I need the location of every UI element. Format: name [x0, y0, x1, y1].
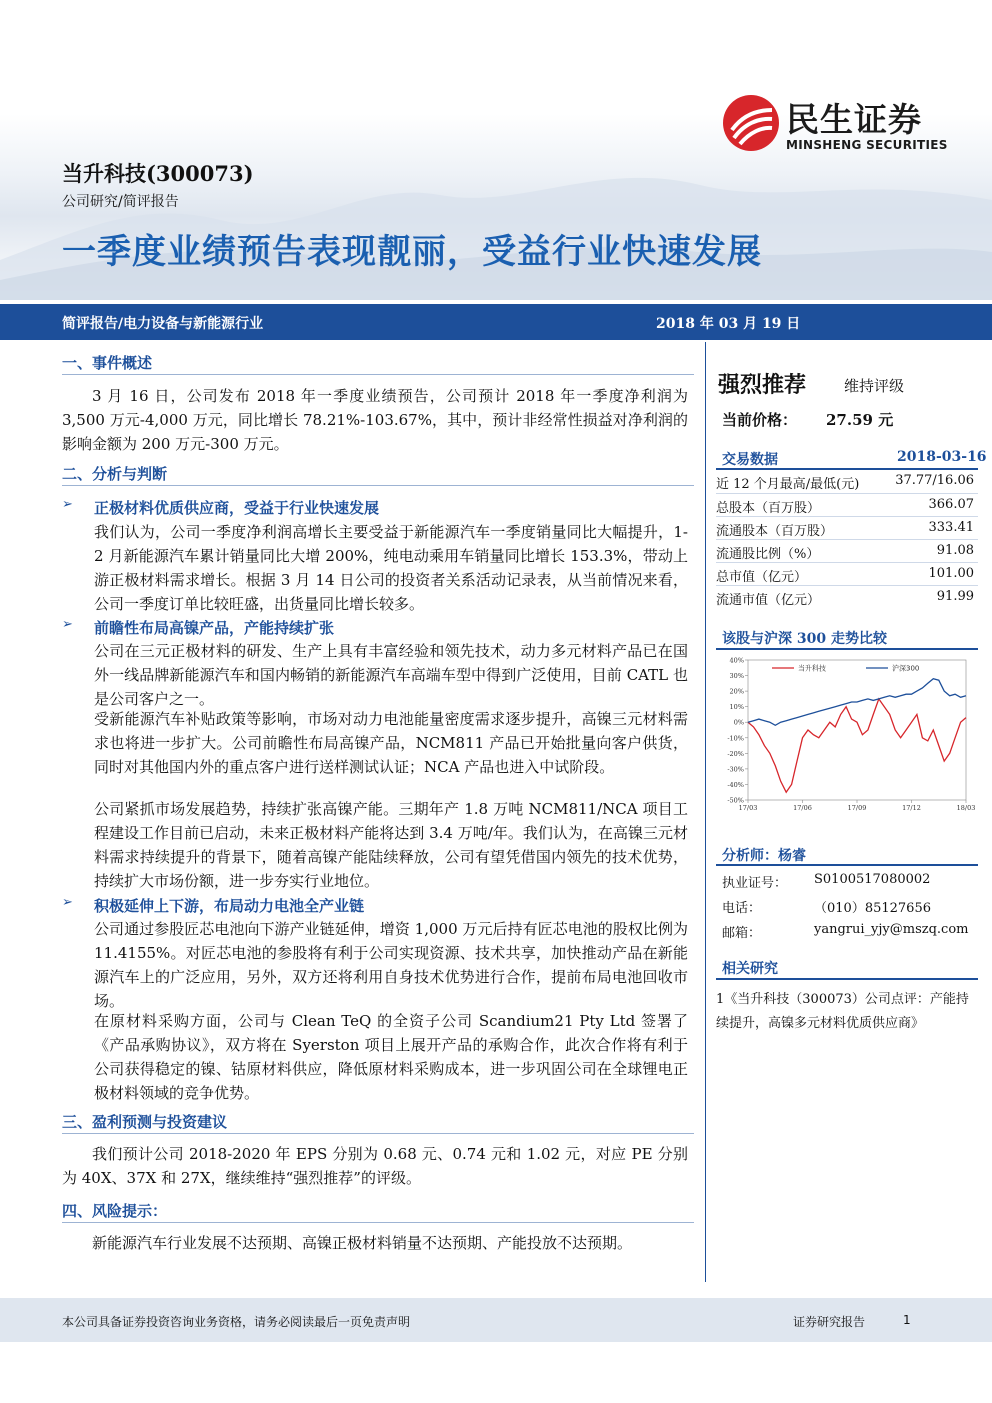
trade-key: 总股本（百万股）	[716, 501, 821, 516]
trade-value: 333.41	[928, 520, 974, 535]
band-category: 简评报告/电力设备与新能源行业	[62, 316, 264, 332]
logo-text-en: MINSHENG SECURITIES	[786, 138, 948, 152]
y-tick-label: 30%	[729, 672, 744, 681]
trade-key: 近 12 个月最高/最低(元)	[716, 477, 860, 492]
bullet-title: 前瞻性布局高镍产品，产能持续扩张	[94, 619, 335, 637]
trade-row	[716, 470, 978, 493]
report-type: 公司研究/简评报告	[62, 194, 179, 210]
report-date: 2018 年 03 月 19 日	[656, 316, 801, 332]
analysis-paragraph: 公司通过参股匠芯电池向下游产业链延伸，增资 1,000 万元后持有匠芯电池的股权比例为 11.4155%。对匠芯电池的参股将有利于公司实现资源、技术共享，加快推动产品在新能源汽车上的广泛应用，另外，双方还将利用自身技术优势进行合作，提前布局电池回收市场。	[94, 920, 688, 1010]
trade-value: 91.08	[936, 543, 974, 558]
arrow-bullet-icon: ➢	[62, 617, 73, 632]
analysis-paragraph: 我们认为，公司一季度净利润高增长主要受益于新能源汽车一季度销量同比大幅提升，1-2 月新能源汽车累计销量同比大增 200%，纯电动乘用车销量同比增长 153.3%，带动上游正极材料需求增长。根据 3 月 14 日公司的投资者关系活动记录表，从当前情况来看，公司一季度订单比较旺盛，出货量同比增长较多。	[94, 523, 688, 613]
section-divider	[716, 648, 978, 650]
column-divider	[705, 342, 706, 1282]
y-tick-label: 0%	[733, 718, 744, 727]
page-number: 1	[903, 1313, 911, 1327]
section-divider	[716, 978, 978, 980]
footer-report-label: 证券研究报告	[793, 1315, 866, 1329]
trade-row	[716, 585, 978, 609]
x-tick-label: 18/03	[956, 804, 976, 812]
trade-value: 366.07	[928, 497, 974, 512]
footer-disclaimer: 本公司具备证券投资咨询业务资格，请务必阅读最后一页免责声明	[62, 1315, 411, 1329]
trade-data-date: 2018-03-16	[897, 449, 987, 465]
bullet-title: 积极延伸上下游，布局动力电池全产业链	[94, 897, 365, 915]
risk-paragraph: 新能源汽车行业发展不达预期、高镍正极材料销量不达预期、产能投放不达预期。	[92, 1234, 633, 1252]
rating-label: 强烈推荐	[718, 373, 807, 398]
trade-row	[716, 539, 978, 563]
section-divider	[716, 864, 978, 866]
analyst-key: 邮箱：	[722, 926, 762, 941]
analysis-paragraph: 受新能源汽车补贴政策等影响，市场对动力电池能量密度需求逐步提升，高镍三元材料需求也将进一步扩大。公司前瞻性布局高镍产品，NCM811 产品已开始批量向客户供货，同时对其他国内外的重点客户进行送样测试认证；NCA 产品也进入中试阶段。	[94, 710, 688, 776]
overview-paragraph: 3 月 16 日，公司发布 2018 年一季度业绩预告，公司预计 2018 年一季度净利润为 3,500 万元-4,000 万元，同比增长 78.21%-103.67%，其中，预计非经常性损益对净利润的影响金额为 200 万元-300 万元。	[62, 387, 688, 453]
analyst-title: 分析师：杨睿	[722, 848, 806, 864]
trade-key: 流通股本（百万股）	[716, 524, 834, 539]
logo-icon	[722, 94, 780, 152]
report-headline: 一季度业绩预告表现靓丽，受益行业快速发展	[62, 232, 762, 272]
y-tick-label: -10%	[727, 734, 744, 743]
trade-value: 91.99	[936, 589, 974, 604]
analyst-key: 电话：	[722, 901, 762, 916]
trade-row	[716, 562, 978, 586]
trade-key: 流通股比例（%）	[716, 547, 820, 562]
y-tick-label: -30%	[727, 765, 744, 774]
trade-value: 101.00	[928, 566, 974, 581]
related-title: 相关研究	[722, 961, 778, 977]
y-tick-label: -50%	[727, 796, 744, 805]
trade-data-title: 交易数据	[722, 452, 778, 468]
price-value: 27.59 元	[826, 411, 894, 429]
trade-key: 总市值（亿元）	[716, 570, 808, 585]
series-line-stock	[748, 699, 966, 792]
section-divider	[62, 1222, 694, 1223]
forecast-paragraph: 我们预计公司 2018-2020 年 EPS 分别为 0.68 元、0.74 元和 1.02 元，对应 PE 分别为 40X、37X 和 27X，继续维持“强烈推荐”的评级。	[62, 1145, 688, 1187]
trade-value: 37.77/16.06	[895, 473, 974, 488]
analyst-value: S0100517080002	[814, 872, 931, 887]
analysis-paragraph: 公司在三元正极材料的研发、生产上具有丰富经验和领先技术，动力多元材料产品已在国外一线品牌新能源汽车和国内畅销的新能源汽车高端车型中得到广泛使用，目前 CATL 也是公司客户之一。	[94, 642, 688, 708]
analysis-paragraph: 公司紧抓市场发展趋势，持续扩张高镍产能。三期年产 1.8 万吨 NCM811/NCA 项目工程建设工作目前已启动，未来正极材料产能将达到 3.4 万吨/年。我们认为，在高镍三元材料需求持续提升的背景下，随着高镍产能陆续释放，公司有望凭借国内领先的技术优势，持续扩大市场份额，进一步夯实行业地位。	[94, 800, 688, 890]
y-tick-label: 10%	[729, 703, 744, 712]
section-title-forecast: 三、盈利预测与投资建议	[62, 1113, 228, 1131]
maintain-rating: 维持评级	[844, 377, 905, 395]
analysis-paragraph: 在原材料采购方面，公司与 Clean TeQ 的全资子公司 Scandium21 Pty Ltd 签署了《产品承购协议》，双方将在 Syerston 项目上展开产品的承购合作，此次合作将有利于公司获得稳定的镍、钴原材料供应，降低原材料采购成本，进一步巩固公司在全球锂电正极材料领域的竞争优势。	[94, 1012, 688, 1102]
section-title-analysis: 二、分析与判断	[62, 465, 168, 483]
analyst-value: yangrui_yjy@mszq.com	[814, 922, 969, 937]
related-research-link[interactable]: 1《当升科技（300073）公司点评：产能持续提升，高镍多元材料优质供应商》	[716, 992, 969, 1031]
arrow-bullet-icon: ➢	[62, 497, 73, 512]
arrow-bullet-icon: ➢	[62, 895, 73, 910]
trend-chart	[716, 654, 978, 814]
analyst-value: （010）85127656	[814, 901, 931, 916]
x-tick-label: 17/06	[793, 804, 812, 812]
trade-row	[716, 493, 978, 517]
legend-label: 沪深300	[892, 664, 920, 673]
analyst-key: 执业证号：	[722, 876, 788, 891]
series-line-index	[748, 679, 966, 726]
legend-label: 当升科技	[798, 664, 826, 673]
x-tick-label: 17/12	[902, 804, 921, 812]
bullet-title: 正极材料优质供应商，受益于行业快速发展	[94, 499, 380, 517]
x-tick-label: 17/03	[738, 804, 758, 812]
section-title-overview: 一、事件概述	[62, 354, 153, 372]
y-tick-label: -40%	[727, 780, 744, 789]
section-divider	[62, 485, 694, 486]
y-tick-label: 40%	[729, 656, 744, 665]
y-tick-label: 20%	[729, 687, 744, 696]
trade-key: 流通市值（亿元）	[716, 593, 821, 608]
price-label: 当前价格：	[722, 411, 798, 429]
brand-logo	[722, 94, 982, 154]
y-tick-label: -20%	[727, 749, 744, 758]
section-divider	[62, 1133, 694, 1134]
company-name: 当升科技(300073)	[62, 161, 254, 186]
logo-text-cn: 民生证券	[786, 100, 922, 139]
section-title-risk: 四、风险提示：	[62, 1202, 168, 1220]
chart-title: 该股与沪深 300 走势比较	[722, 631, 887, 647]
x-tick-label: 17/09	[847, 804, 867, 812]
section-divider	[62, 374, 694, 375]
trade-row	[716, 516, 978, 540]
